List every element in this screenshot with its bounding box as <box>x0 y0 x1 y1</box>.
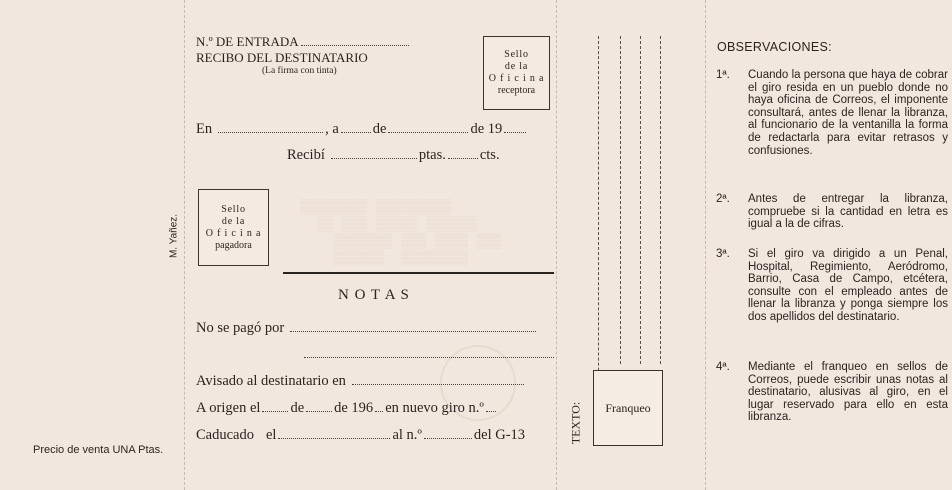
new-giro-field[interactable] <box>486 410 496 412</box>
origin-label: A origen el <box>196 400 261 416</box>
fold-line-right <box>705 0 706 490</box>
not-paid-field[interactable] <box>290 330 536 332</box>
stamp-line-3: O f i c i n a <box>488 73 545 84</box>
origin-de-label: de <box>290 400 305 416</box>
place-field[interactable] <box>218 131 323 133</box>
texto-label: TEXTO: <box>568 401 583 445</box>
observation-item-4 <box>716 361 948 424</box>
observation-text: Antes de entregar la libranza, compruebe si la cantidad en letra es igual a la de cifras. <box>748 193 948 231</box>
del-g13-label: del G-13 <box>473 427 526 443</box>
stamp-line-1: Sello <box>221 203 246 215</box>
a-label: , a <box>325 121 339 137</box>
de-label: de <box>372 121 387 137</box>
observation-text: Mediante el franqueo en sellos de Correos, puede escribir unas notas al destinatario, alusivas al giro, en el lugar reservado para ello en esta libranza. <box>748 361 948 424</box>
observation-text: Cuando la persona que haya de cobrar el giro resida en un pueblo donde no haya oficina de Correos, el imponente consultará, antes de llenar la libranza, al funcionario de la ventanilla la forma de redactarla para evitar retrasos y confusiones. <box>748 69 948 157</box>
al-n-field[interactable] <box>424 437 472 439</box>
received-row <box>287 147 500 164</box>
origin-row <box>196 400 498 417</box>
stamp-line-4: receptora <box>497 85 536 96</box>
fold-line-left <box>184 0 185 490</box>
stamp-line-3: O f i c i n a <box>205 227 262 239</box>
notified-label: Avisado al destinatario en <box>196 373 346 389</box>
paying-office-stamp-box <box>198 189 269 266</box>
observation-number: 2ª. <box>716 193 730 205</box>
not-paid-row <box>196 320 538 337</box>
expired-el-label: el <box>265 427 277 443</box>
ptas-label: ptas. <box>418 147 446 163</box>
expired-label: Caducado <box>196 427 254 443</box>
recipient-receipt-label: RECIBO DEL DESTINATARIO <box>196 50 368 65</box>
origin-day-field[interactable] <box>262 410 288 412</box>
cents-field[interactable] <box>448 157 478 159</box>
franqueo-box[interactable] <box>593 370 663 446</box>
observation-item-3 <box>716 248 948 324</box>
notas-title: N O T A S <box>338 287 410 303</box>
not-paid-label: No se pagó por <box>196 320 285 336</box>
texto-line-3[interactable] <box>640 36 641 364</box>
observaciones-title: OBSERVACIONES: <box>717 40 832 54</box>
notas-divider <box>283 272 554 274</box>
cts-label: cts. <box>479 147 500 163</box>
not-paid-field-line-2[interactable] <box>304 357 554 358</box>
fold-line-middle <box>556 0 557 490</box>
al-n-label: al n.º <box>392 427 422 443</box>
recibi-label: Recibí <box>287 147 325 163</box>
stamp-line-2: de la <box>504 61 529 72</box>
observation-number: 1ª. <box>716 69 730 81</box>
bleed-through-text: ▒▒▒▒▒▒▒▒ ▒▒▒▒▒▒▒▒▒ ▒▒ ▒▒▒ ▒▒▒▒▒ ▒▒▒▒▒▒ ▒▒▒▒▒▒▒ ▒▒▒ ▒▒▒▒ ▒▒▒ ▒▒▒▒▒▒ ▒▒▒▒▒▒▒▒ <box>300 200 502 267</box>
month-field[interactable] <box>388 131 468 133</box>
expired-row <box>196 427 525 444</box>
stamp-line-2: de la <box>221 215 246 227</box>
receiving-office-stamp-box <box>483 36 550 110</box>
place-date-row <box>196 121 528 138</box>
signer-name: M. Yañez. <box>168 213 180 259</box>
observation-text: Si el giro va dirigido a un Penal, Hospital, Regimiento, Aeródromo, Barrio, Casa de Campo, etcétera, consulte con el empleado antes de llenar la libranza y ponga siempre los dos apellidos del destinatario. <box>748 248 948 323</box>
notified-row <box>196 373 526 390</box>
year-field[interactable] <box>504 131 526 133</box>
texto-line-4[interactable] <box>660 36 661 364</box>
stamp-line-4: pagadora <box>215 239 252 251</box>
entry-number-field[interactable] <box>301 44 409 46</box>
expired-date-field[interactable] <box>278 437 390 439</box>
new-giro-label: en nuevo giro n.º <box>385 400 484 416</box>
amount-field[interactable] <box>331 157 417 159</box>
origin-de196-label: de 196 <box>334 400 374 416</box>
observation-number: 3ª. <box>716 248 730 260</box>
price-label: Precio de venta UNA Ptas. <box>33 444 164 456</box>
texto-line-2[interactable] <box>620 36 621 364</box>
stamp-line-1: Sello <box>504 49 529 60</box>
de-19-label: de 19 <box>470 121 503 137</box>
origin-year-field[interactable] <box>375 410 383 412</box>
ink-note: (La firma con tinta) <box>262 66 337 76</box>
observation-item-2 <box>716 193 948 231</box>
notified-field[interactable] <box>352 383 524 385</box>
origin-month-field[interactable] <box>306 410 332 412</box>
en-label: En <box>196 121 213 137</box>
day-field[interactable] <box>341 131 371 133</box>
entry-number-label: N.º DE ENTRADA <box>196 34 299 49</box>
observation-item-1 <box>716 69 948 157</box>
observation-number: 4ª. <box>716 361 730 373</box>
entry-number-row <box>196 34 411 50</box>
franqueo-label: Franqueo <box>605 401 651 415</box>
